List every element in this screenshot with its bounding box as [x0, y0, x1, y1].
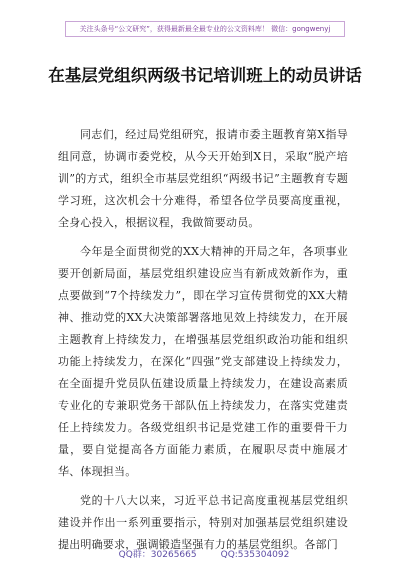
- body-paragraph: 同志们，经过局党组研究，报请市委主题教育第X指导组同意，协调市委党校，从今天开始到X日，采取“脱产培训”的方式，组织全市基层党组织“两级书记”主题教育专题学习班，这次机会十分难得，希望各位学员要高度重视，全身心投入，根据议程，我做简要动员。: [58, 128, 348, 229]
- document-body: [58, 124, 348, 563]
- page-footer: [0, 547, 408, 560]
- qq-contact-text: QQ:535304092: [220, 550, 290, 560]
- body-paragraph: 今年是全面贯彻党的XX大精神的开局之年，各项事业要开创新局面，基层党组织建设应当有新成效新作为，重点要做到“7个持续发力”，即在学习宣传贯彻党的XX大精神、推动党的XX大决策部署落地见效上持续发力，在开展主题教育上持续发力，在增强基层党组织政治功能和组织功能上持续发力，在深化“四强”党支部建设上持续发力，在全面提升党员队伍建设质量上持续发力，在建设高素质专业化的专兼职党务干部队伍上持续发力，在落实党建责任上持续发力。各级党组织书记是党建工作的重要骨干力量，要自觉提高各方面能力素质，在履职尽责中施展才华、体现担当。: [58, 245, 348, 478]
- document-title: 在基层党组织两级书记培训班上的动员讲话: [48, 66, 362, 85]
- qq-group-text: QQ群：30265665: [118, 550, 197, 560]
- body-paragraph: 党的十八大以来，习近平总书记高度重视基层党组织建设并作出一系列重要指示，特别对加强基层党组织建设提出明确要求，强调锻造坚强有力的基层党组织。各部门: [58, 494, 348, 551]
- header-banner: 关注头条号“公文研究”，获得最新最全最专业的公文资料库！ 微信：gongwenyj: [65, 21, 345, 37]
